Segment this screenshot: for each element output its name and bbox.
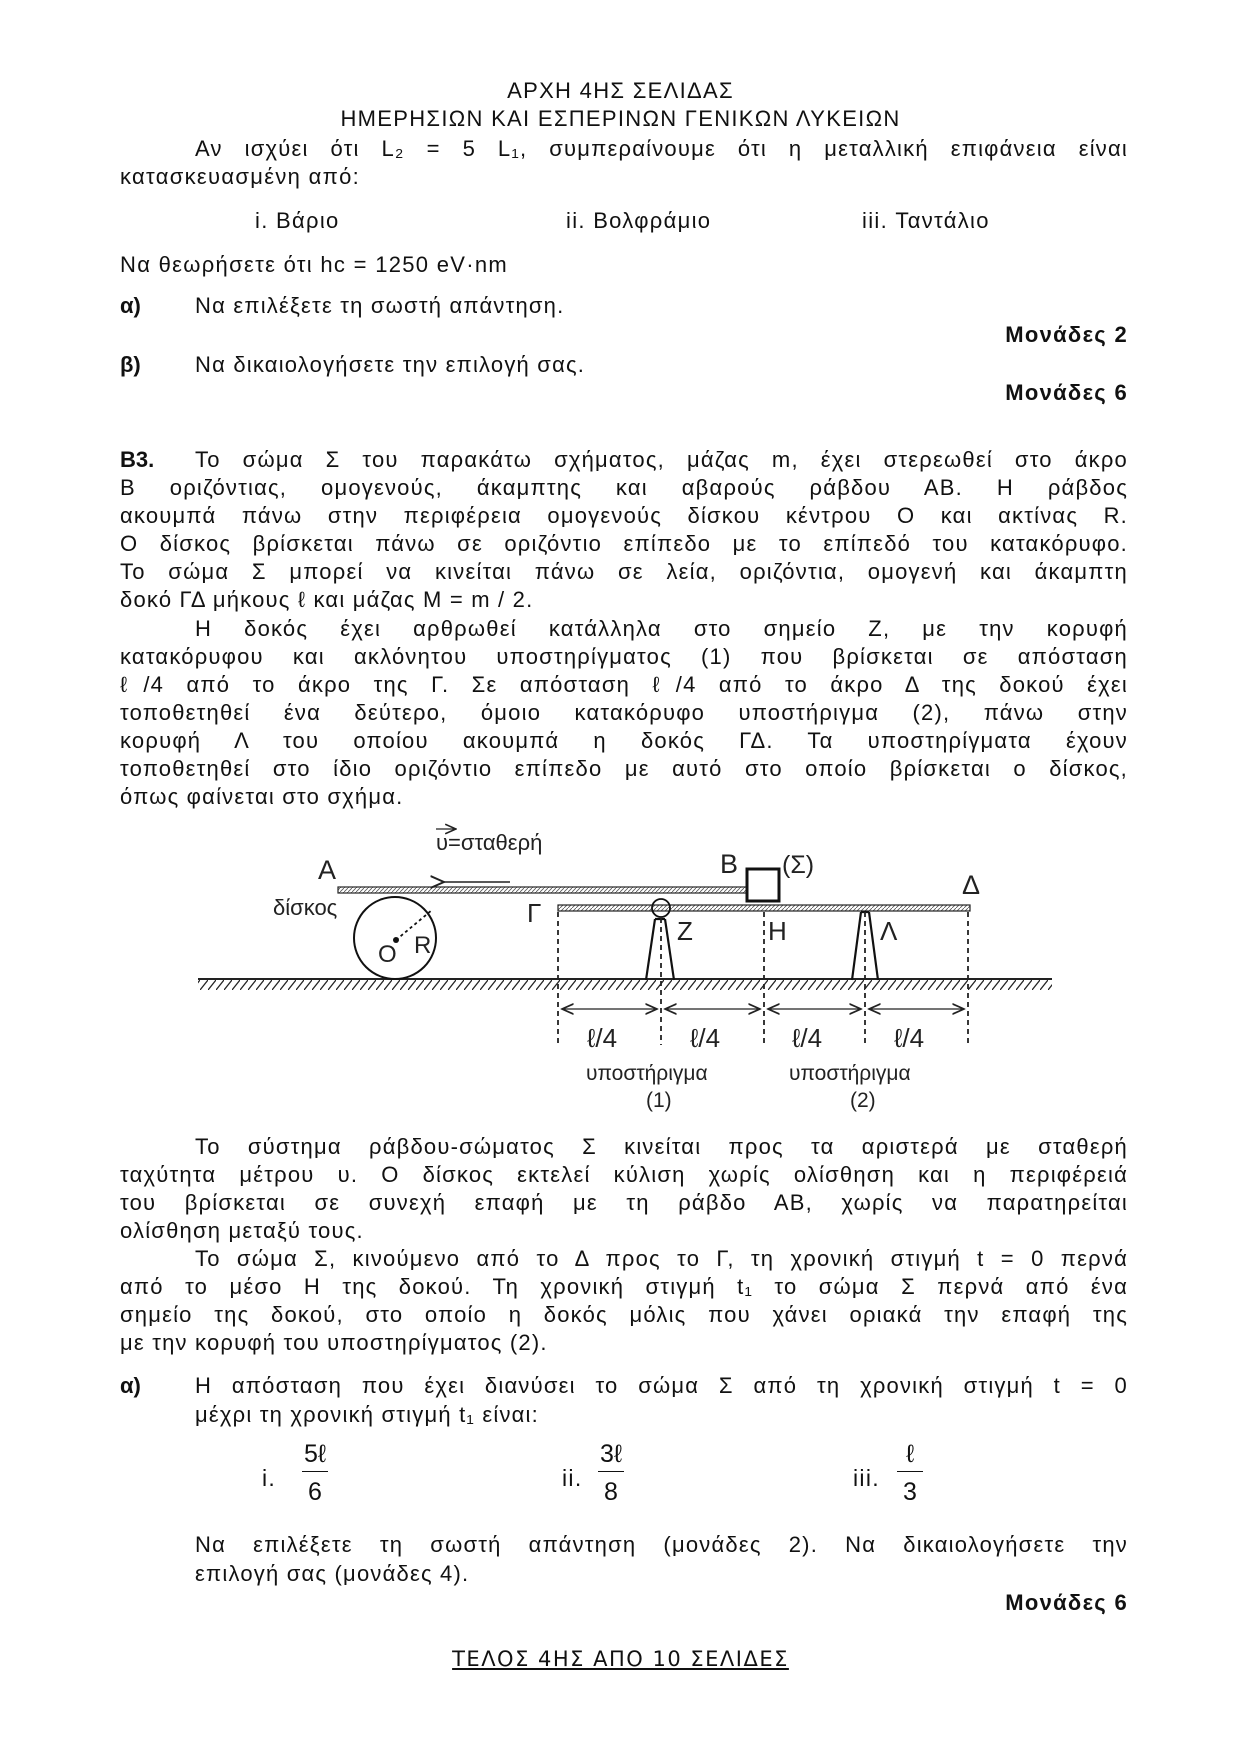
label-delta: Δ [962,870,981,900]
support-label-1: υποστήριγμα [586,1062,708,1085]
b3a-opt2-label: ii. [562,1465,583,1491]
b3a-opt3-den: 3 [903,1478,917,1506]
intro-line-2: κατασκευασμένη από: [120,164,361,189]
b3a-points: Μονάδες 6 [1005,1590,1128,1615]
label-disk: δίσκος [273,895,338,920]
b3-p1-line-2: Β οριζόντιας, ομογενούς, άκαμπτης και αβαρούς ράβδου ΑΒ. Η ράβδος [120,475,1128,500]
b3a-opt1-label: i. [262,1465,277,1491]
b3a-opt3-label: iii. [853,1465,880,1491]
b3a-line-2: μέχρι τη χρονική στιγμή t₁ είναι: [195,1402,539,1427]
velocity-label: υ=σταθερή [436,830,543,855]
b3-p2-line-7: όπως φαίνεται στο σχήμα. [120,784,404,809]
b3-p4-line-1: Το σώμα Σ, κινούμενο από το Δ προς το Γ, τη χρονική στιγμή t = 0 περνά [195,1246,1128,1271]
block-sigma [747,869,779,901]
label-b: Β [720,849,739,879]
dim-label-3: ℓ/4 [792,1023,823,1053]
b3-p1-line-4: Ο δίσκος βρίσκεται πάνω σε οριζόντιο επίπεδο με το επίπεδό του κατακόρυφο. [120,531,1128,556]
b3-p4-line-3: σημείο της δοκού, στο οποίο η δοκός μόλις που χάνει οριακά την επαφή της [120,1302,1128,1327]
rod-ab [338,887,758,893]
b3a-instr-2: επιλογή σας (μονάδες 4). [195,1561,470,1586]
label-a: Α [318,855,337,885]
b3-p4-line-4: με την κορυφή του υποστηρίγματος (2). [120,1330,548,1355]
label-o: Ο [378,941,397,968]
b3a-label: α) [120,1373,141,1398]
page-footer-text: ΤΕΛΟΣ 4ΗΣ ΑΠΟ 10 ΣΕΛΙΔΕΣ [452,1647,789,1671]
b3a-instr-1: Να επιλέξετε τη σωστή απάντηση (μονάδες 2). Να δικαιολογήσετε την [195,1532,1128,1557]
b3-p2-line-6: τοποθετηθεί στο ίδιο οριζόντιο επίπεδο με αυτό στο οποίο βρίσκεται ο δίσκος, [120,756,1128,781]
label-lambda: Λ [880,916,898,946]
b3-p1-line-3: ακουμπά πάνω στην περιφέρεια ομογενούς δίσκου κέντρου Ο και ακτίνας R. [120,503,1128,528]
label-sigma: (Σ) [782,851,815,879]
b3-p4-line-2: από το μέσο Η της δοκού. Τη χρονική στιγμή t₁ το σώμα Σ περνά από ένα [120,1274,1128,1299]
option-i: i. Βάριο [255,208,340,233]
b3a-opt1-den: 6 [308,1478,322,1506]
dim-label-4: ℓ/4 [894,1023,925,1053]
support-number-1: (1) [646,1089,672,1112]
b3a-opt2-fraction [598,1440,624,1507]
option-iii: iii. Ταντάλιο [862,208,990,233]
beam-gamma-delta [558,905,970,911]
support-number-2: (2) [850,1089,876,1112]
q1b-text: Να δικαιολογήσετε την επιλογή σας. [195,352,586,377]
b3-p2-line-3: ℓ/4 από το άκρο της Γ. Σε απόσταση ℓ/4 από το άκρο Δ της δοκού έχει [120,672,1128,697]
ground-hatch [198,980,1052,990]
page-footer [0,1647,1241,1671]
label-r: R [414,932,432,959]
b3a-opt2-den: 8 [604,1478,618,1506]
b3-p1-line-5: Το σώμα Σ μπορεί να κινείται πάνω σε λεία, οριζόντια, ομογενή και άκαμπτη [120,559,1128,584]
label-gamma: Γ [527,898,542,928]
physics-figure [0,820,1241,1140]
option-ii: ii. Βολφράμιο [566,208,712,233]
b3-p1-line-6: δοκό ΓΔ μήκους ℓ και μάζας Μ = m / 2. [120,587,534,612]
b3a-line-1: Η απόσταση που έχει διανύσει το σώμα Σ από τη χρονική στιγμή t = 0 [195,1373,1128,1398]
b3a-opt3-fraction [897,1440,923,1507]
page-header-subtitle: ΗΜΕΡΗΣΙΩΝ ΚΑΙ ΕΣΠΕΡΙΝΩΝ ΓΕΝΙΚΩΝ ΛΥΚΕΙΩΝ [340,106,901,131]
page-header-title: ΑΡΧΗ 4ΗΣ ΣΕΛΙΔΑΣ [507,78,734,103]
b3a-opt2-num: 3ℓ [598,1440,624,1472]
b3-p3-line-2: ταχύτητα μέτρου υ. Ο δίσκος εκτελεί κύλιση χωρίς ολίσθηση και η περιφέρειά [120,1162,1128,1187]
b3-p2-line-1: Η δοκός έχει αρθρωθεί κατάλληλα στο σημείο Ζ, με την κορυφή [195,616,1128,641]
b3-p3-line-1: Το σύστημα ράβδου-σώματος Σ κινείται προς τα αριστερά με σταθερή [195,1134,1128,1159]
label-h: Η [768,916,787,946]
dim-label-1: ℓ/4 [587,1023,618,1053]
b3a-opt1-fraction [302,1440,328,1507]
q1b-label: β) [120,352,141,377]
q1a-text: Να επιλέξετε τη σωστή απάντηση. [195,293,565,318]
b3-label: Β3. [120,447,155,472]
b3-p2-line-5: κορυφή Λ του οποίου ακουμπά η δοκός ΓΔ. Τα υποστηρίγματα έχουν [120,728,1128,753]
dim-label-2: ℓ/4 [690,1023,721,1053]
q1a-label: α) [120,293,141,318]
b3a-opt3-num: ℓ [897,1440,923,1472]
b3-p2-line-4: τοποθετηθεί ένα δεύτερο, όμοιο κατακόρυφο υποστήριγμα (2), πάνω στην [120,700,1128,725]
b3-p3-line-4: ολίσθηση μεταξύ τους. [120,1218,364,1243]
intro-line-1: Αν ισχύει ότι L₂ = 5 L₁, συμπεραίνουμε ότι η μεταλλική επιφάνεια είναι [195,136,1128,161]
b3-p2-line-2: κατακόρυφου και ακλόνητου υποστηρίγματος (1) που βρίσκεται σε απόσταση [120,644,1128,669]
label-z: Ζ [677,916,693,946]
q1a-points: Μονάδες 2 [1005,322,1128,347]
support-label-2: υποστήριγμα [789,1062,911,1085]
b3-p3-line-3: του βρίσκεται σε συνεχή επαφή με τη ράβδο ΑΒ, χωρίς να παρατηρείται [120,1190,1128,1215]
b3-p1-line-1: Το σώμα Σ του παρακάτω σχήματος, μάζας m, έχει στερεωθεί στο άκρο [195,447,1128,472]
support-1 [646,919,674,980]
b3a-opt1-num: 5ℓ [302,1440,328,1472]
given-hc: Να θεωρήσετε ότι hc = 1250 eV·nm [120,252,509,277]
q1b-points: Μονάδες 6 [1005,380,1128,405]
